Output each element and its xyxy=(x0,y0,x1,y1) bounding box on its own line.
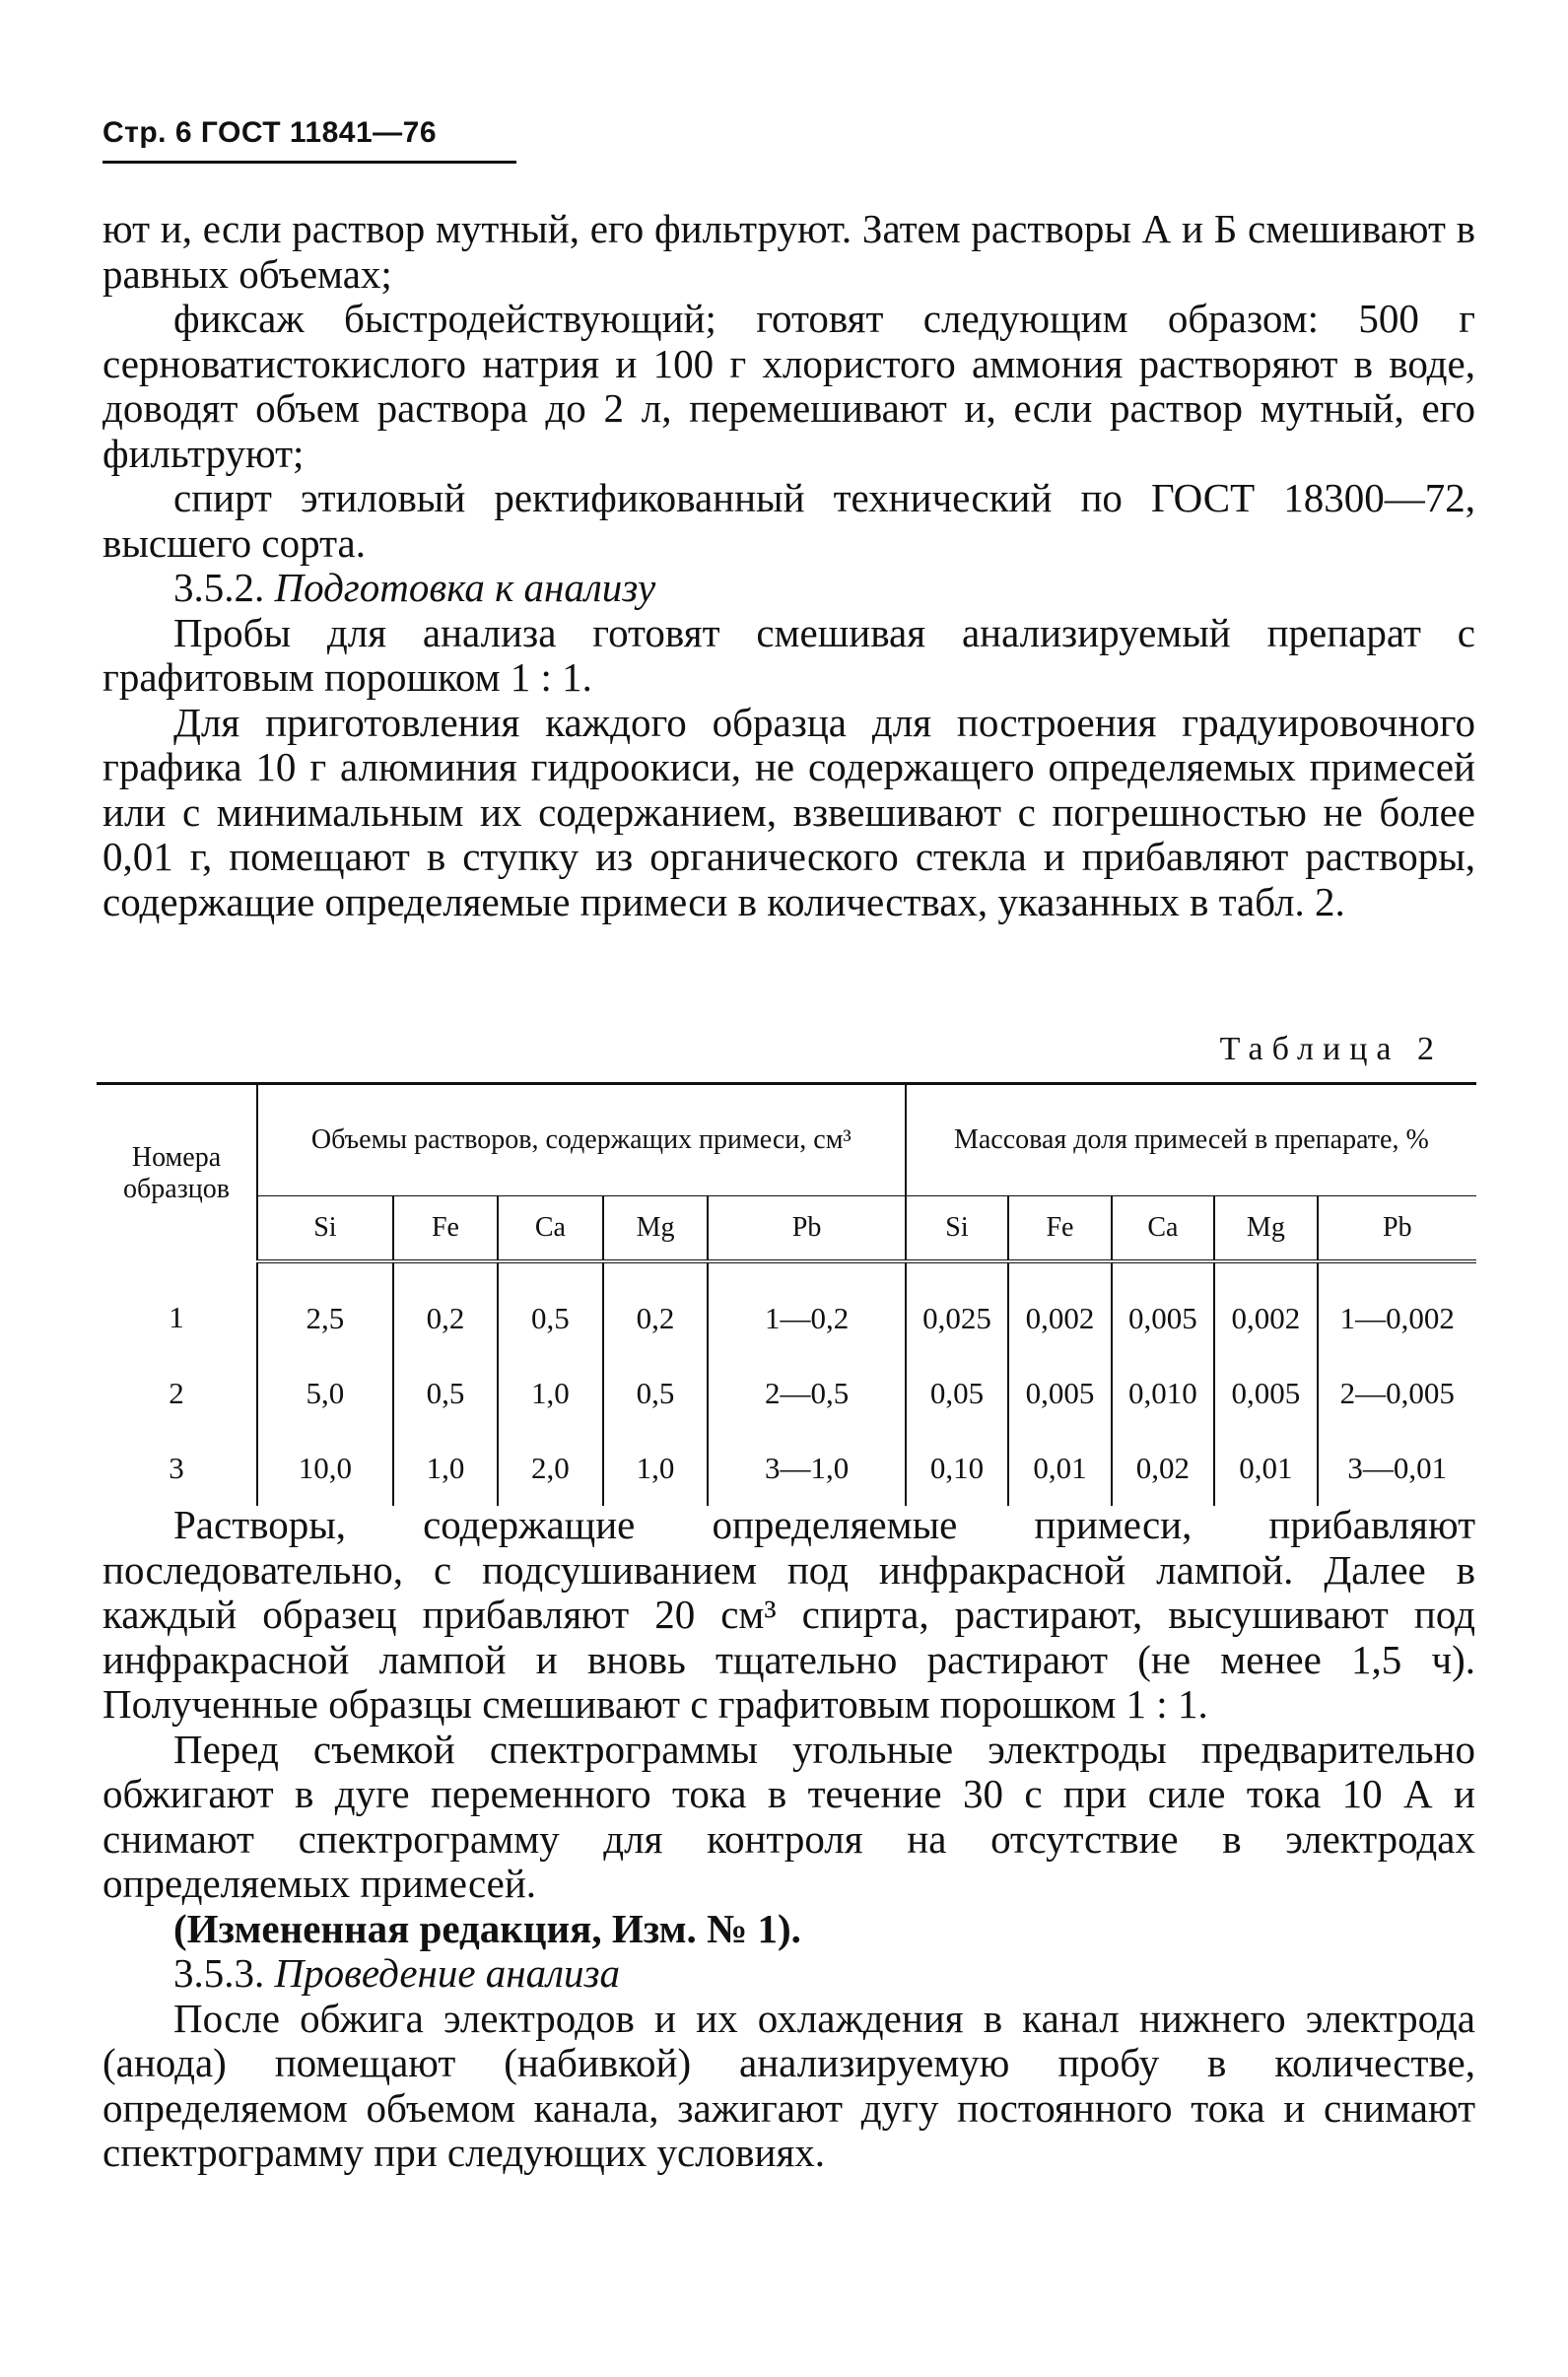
subheader-fe: Fe xyxy=(393,1196,498,1262)
paragraph-fixer: фиксаж быстродействующий; готовят следующим образом: 500 г серноватистокислого натрия и 100 г хлористого аммония растворяют в воде, доводят объем раствора до 2 л, перемешивают и, если раствор мутный, его фильтруют; xyxy=(102,296,1475,476)
amendment-note: (Измененная редакция, Изм. № 1). xyxy=(173,1905,801,1951)
paragraph-analysis: После обжига электродов и их охлаждения в канал нижнего электрода (анода) помещают (набивкой) анализируемую пробу в количестве, определяемом объемом канала, зажигают дугу постоянного тока и снимают спектрограмму при следующих условиях. xyxy=(102,1995,1475,2175)
cell: 0,2 xyxy=(603,1261,709,1356)
cell: 3—0,01 xyxy=(1318,1431,1476,1506)
cell: 1,0 xyxy=(393,1431,498,1506)
paragraph-electrodes: Перед съемкой спектрограммы угольные электроды предварительно обжигают в дуге переменного тока в течение 30 с при силе тока 10 А и снимают спектрограмму для контроля на отсутствие в электродах определяемых примесей. xyxy=(102,1726,1475,1906)
header-rule xyxy=(102,161,516,164)
cell: 0,02 xyxy=(1112,1431,1214,1506)
table-row xyxy=(97,1431,1476,1506)
cell: 0,5 xyxy=(393,1356,498,1431)
paragraph-alcohol: спирт этиловый ректификованный технический по ГОСТ 18300—72, высшего сорта. xyxy=(102,475,1475,566)
table-row xyxy=(97,1261,1476,1356)
cell: 0,10 xyxy=(906,1431,1008,1506)
cell: 2,0 xyxy=(498,1431,602,1506)
cell: 0,05 xyxy=(906,1356,1008,1431)
subheader-ca: Ca xyxy=(1112,1196,1214,1262)
text-block-bottom xyxy=(102,1503,1475,2176)
cell: 0,002 xyxy=(1214,1261,1317,1356)
subheader-fe: Fe xyxy=(1008,1196,1111,1262)
subheader-mg: Mg xyxy=(1214,1196,1317,1262)
cell: 1,0 xyxy=(603,1431,709,1506)
cell: 2 xyxy=(169,1376,184,1410)
table-caption: Таблица 2 xyxy=(1219,1031,1443,1067)
cell: 2,5 xyxy=(257,1261,393,1356)
table-2 xyxy=(97,1082,1476,1506)
cell: 1—0,2 xyxy=(708,1261,905,1356)
subheader-si: Si xyxy=(257,1196,393,1262)
section-title: Подготовка к анализу xyxy=(274,565,656,610)
cell: 3 xyxy=(169,1451,184,1485)
subheader-pb: Pb xyxy=(1318,1196,1476,1262)
cell: 10,0 xyxy=(257,1431,393,1506)
cell: 1 xyxy=(169,1300,184,1334)
cell: 0,01 xyxy=(1008,1431,1111,1506)
paragraph-prep-2: Для приготовления каждого образца для построения градуировочного графика 10 г алюминия гидроокиси, не содержащего определяемых примесей или с минимальным их содержанием, взвешивают с погрешностью не более 0,01 г, помещают в ступку из органического стекла и прибавляют растворы, содержащие определяемые примеси в количествах, указанных в табл. 2. xyxy=(102,699,1475,924)
page-header: Стр. 6 ГОСТ 11841—76 xyxy=(102,116,438,149)
cell: 1—0,002 xyxy=(1318,1261,1476,1356)
cell: 0,002 xyxy=(1008,1261,1111,1356)
cell: 0,005 xyxy=(1008,1356,1111,1431)
cell: 1,0 xyxy=(498,1356,602,1431)
section-title: Проведение анализа xyxy=(274,1950,621,1996)
table-row xyxy=(97,1356,1476,1431)
cell: 0,5 xyxy=(498,1261,602,1356)
cell: 0,5 xyxy=(603,1356,709,1431)
cell: 0,010 xyxy=(1112,1356,1214,1431)
section-number: 3.5.2. xyxy=(173,565,265,610)
cell: 0,025 xyxy=(906,1261,1008,1356)
subheader-si: Si xyxy=(906,1196,1008,1262)
cell: 0,005 xyxy=(1214,1356,1317,1431)
header-sample-number: Номера образцов xyxy=(123,1141,230,1204)
subheader-ca: Ca xyxy=(498,1196,602,1262)
header-volumes-group: Объемы растворов, содержащих примеси, см³ xyxy=(257,1084,906,1196)
section-number: 3.5.3. xyxy=(173,1950,265,1996)
subheader-pb: Pb xyxy=(708,1196,905,1262)
paragraph-prep-1: Пробы для анализа готовят смешивая анализируемый препарат с графитовым порошком 1 : 1. xyxy=(102,609,1475,700)
cell: 5,0 xyxy=(257,1356,393,1431)
header-mass-group: Массовая доля примесей в препарате, % xyxy=(906,1084,1476,1196)
cell: 2—0,005 xyxy=(1318,1356,1476,1431)
paragraph-continuation: ют и, если раствор мутный, его фильтруют. Затем растворы А и Б смешивают в равных объемах; xyxy=(102,206,1475,297)
section-3-5-2-heading xyxy=(102,566,1475,611)
cell: 2—0,5 xyxy=(708,1356,905,1431)
text-block-top xyxy=(102,207,1475,924)
paragraph-solutions: Растворы, содержащие определяемые примеси, прибавляют последовательно, с подсушиванием под инфракрасной лампой. Далее в каждый образец прибавляют 20 см³ спирта, растирают, высушивают под инфракрасной лампой и вновь тщательно растирают (не менее 1,5 ч). Полученные образцы смешивают с графитовым порошком 1 : 1. xyxy=(102,1502,1475,1727)
subheader-mg: Mg xyxy=(603,1196,709,1262)
cell: 0,2 xyxy=(393,1261,498,1356)
cell: 3—1,0 xyxy=(708,1431,905,1506)
section-3-5-3-heading xyxy=(102,1951,1475,1997)
cell: 0,005 xyxy=(1112,1261,1214,1356)
cell: 0,01 xyxy=(1214,1431,1317,1506)
